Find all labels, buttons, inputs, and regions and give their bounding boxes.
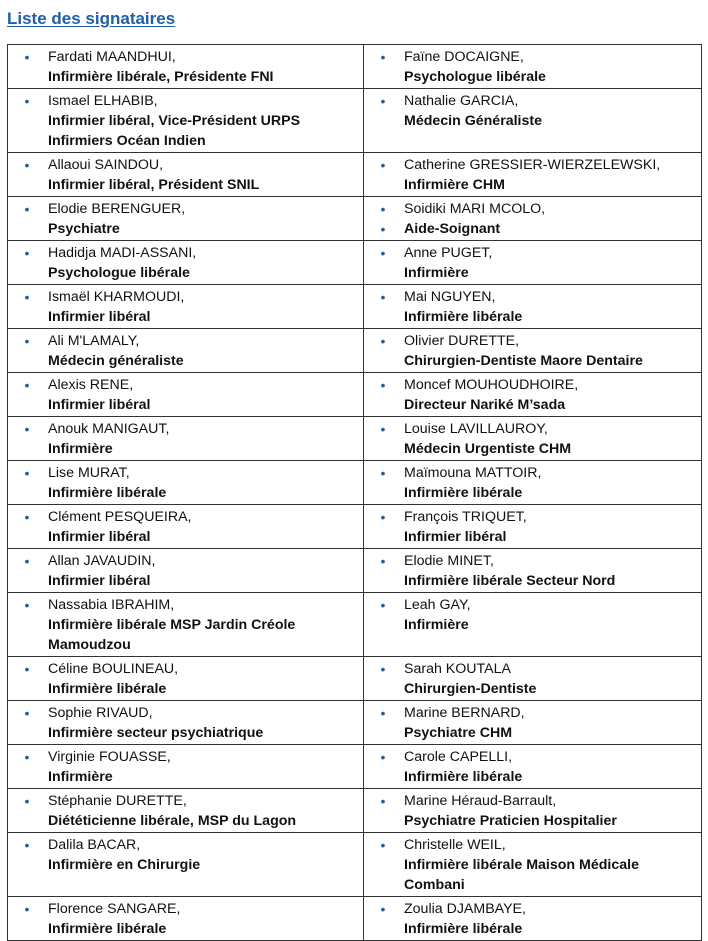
- signatory-role: Diététicienne libérale, MSP du Lagon: [48, 813, 297, 829]
- table-row: [8, 593, 702, 657]
- list-item-role: [8, 483, 363, 503]
- table-row: [8, 89, 702, 153]
- table-row: [8, 549, 702, 593]
- list-item: [364, 419, 701, 439]
- signatory-role: Psychologue libérale: [48, 265, 190, 281]
- list-item: [8, 463, 363, 483]
- list-item-role: [364, 307, 701, 327]
- signatory-cell: [8, 89, 364, 153]
- table-row: [8, 285, 702, 329]
- signatory-role: Directeur Nariké M’sada: [404, 397, 566, 413]
- list-item: [364, 155, 701, 175]
- bullet-icon: •: [380, 509, 386, 525]
- bullet-icon: •: [24, 157, 30, 173]
- bullet-icon: •: [380, 245, 386, 261]
- table-row: [8, 657, 702, 701]
- signatory-name: Dalila BACAR,: [48, 837, 141, 853]
- list-item-role: [364, 111, 701, 131]
- signatory-role: Infirmière libérale: [404, 769, 523, 785]
- list-item-role: [364, 263, 701, 283]
- signatory-cell: [8, 549, 364, 593]
- signatory-role: Infirmière en Chirurgie: [48, 857, 201, 873]
- list-item-role: [8, 919, 363, 939]
- bullet-icon: •: [24, 705, 30, 721]
- bullet-icon: •: [380, 221, 386, 237]
- signatory-cell: [364, 461, 702, 505]
- table-row: [8, 789, 702, 833]
- signatory-role: Infirmière libérale: [404, 309, 523, 325]
- signatory-cell: [364, 897, 702, 941]
- signatory-name: Faïne DOCAIGNE,: [404, 49, 524, 65]
- bullet-icon: •: [24, 597, 30, 613]
- page-title: Liste des signataires: [7, 9, 176, 28]
- table-row: [8, 329, 702, 373]
- signatory-role: Infirmier libéral: [48, 397, 151, 413]
- table-row: [8, 833, 702, 897]
- list-item-role: [364, 527, 701, 547]
- signatory-name: Alexis RENE,: [48, 377, 134, 393]
- signatory-role: Infirmière libérale: [48, 681, 167, 697]
- table-row: [8, 461, 702, 505]
- signatory-name: Stéphanie DURETTE,: [48, 793, 187, 809]
- signatory-name: Nathalie GARCIA,: [404, 93, 519, 109]
- signatory-name: Ismaël KHARMOUDI,: [48, 289, 185, 305]
- list-item: [8, 747, 363, 767]
- list-item: [364, 899, 701, 919]
- list-item: [364, 551, 701, 571]
- list-item: [364, 507, 701, 527]
- signatory-name: Leah GAY,: [404, 597, 471, 613]
- list-item: [8, 47, 363, 67]
- table-row: [8, 153, 702, 197]
- bullet-icon: •: [24, 901, 30, 917]
- signatory-role: Médecin Généraliste: [404, 113, 542, 129]
- bullet-icon: •: [380, 333, 386, 349]
- signatory-cell: [364, 505, 702, 549]
- signatory-cell: [8, 329, 364, 373]
- bullet-icon: •: [380, 49, 386, 65]
- signatory-cell: [364, 329, 702, 373]
- list-item: [364, 835, 701, 855]
- list-item-role: [364, 811, 701, 831]
- list-item-role: [8, 263, 363, 283]
- table-row: [8, 505, 702, 549]
- signatory-role: Infirmière libérale: [48, 485, 167, 501]
- list-item: [364, 747, 701, 767]
- list-item: [364, 243, 701, 263]
- signatory-cell: [8, 285, 364, 329]
- bullet-icon: •: [24, 509, 30, 525]
- bullet-icon: •: [380, 597, 386, 613]
- signatory-cell: [364, 789, 702, 833]
- bullet-icon: •: [24, 749, 30, 765]
- bullet-icon: •: [380, 553, 386, 569]
- table-row: [8, 45, 702, 89]
- list-item-role: [8, 219, 363, 239]
- bullet-icon: •: [24, 793, 30, 809]
- signatory-cell: [8, 833, 364, 897]
- bullet-icon: •: [380, 793, 386, 809]
- signatory-role: Infirmier libéral: [48, 309, 151, 325]
- signatory-cell: [8, 461, 364, 505]
- bullet-icon: •: [24, 333, 30, 349]
- signatory-name: Maïmouna MATTOIR,: [404, 465, 542, 481]
- signatory-cell: [364, 745, 702, 789]
- list-item: [8, 199, 363, 219]
- signatory-role: Infirmière libérale, Présidente FNI: [48, 69, 274, 85]
- list-item-role: [364, 767, 701, 787]
- signatory-name: Louise LAVILLAUROY,: [404, 421, 548, 437]
- bullet-icon: •: [380, 289, 386, 305]
- signatory-cell: [8, 897, 364, 941]
- signatory-cell: [364, 373, 702, 417]
- signatory-role: Infirmière libérale Secteur Nord: [404, 573, 616, 589]
- signatory-name: Lise MURAT,: [48, 465, 130, 481]
- list-item: [8, 287, 363, 307]
- signatory-cell: [8, 505, 364, 549]
- signatory-cell: [8, 153, 364, 197]
- signatory-role: Infirmière: [48, 769, 113, 785]
- signatory-cell: [364, 593, 702, 657]
- list-item: [8, 551, 363, 571]
- signatory-cell: [8, 745, 364, 789]
- signatory-name: Catherine GRESSIER-WIERZELEWSKI,: [404, 157, 661, 173]
- list-item-role: [8, 723, 363, 743]
- list-item-role: [364, 615, 701, 635]
- signatory-role: Infirmier libéral: [48, 529, 151, 545]
- signatory-name: Céline BOULINEAU,: [48, 661, 179, 677]
- list-item-role: [8, 855, 363, 875]
- signatory-name: Olivier DURETTE,: [404, 333, 520, 349]
- signatory-name: Ismael ELHABIB,: [48, 93, 158, 109]
- table-row: [8, 417, 702, 461]
- list-item-role: [364, 723, 701, 743]
- list-item-role: [364, 439, 701, 459]
- bullet-icon: •: [380, 93, 386, 109]
- list-item: [364, 703, 701, 723]
- signatory-cell: [8, 701, 364, 745]
- list-item-role: [8, 679, 363, 699]
- bullet-icon: •: [24, 49, 30, 65]
- signatory-cell: [8, 789, 364, 833]
- signatory-cell: [8, 197, 364, 241]
- signatory-role: Infirmière: [48, 441, 113, 457]
- list-item: [364, 331, 701, 351]
- signatory-role: Psychiatre CHM: [404, 725, 513, 741]
- list-item: [364, 199, 701, 219]
- list-item-role: [364, 571, 701, 591]
- list-item-role: [8, 615, 363, 655]
- table-row: [8, 897, 702, 941]
- list-item-role: [8, 439, 363, 459]
- list-item-role: [364, 67, 701, 87]
- list-item-role: [364, 219, 701, 239]
- bullet-icon: •: [24, 661, 30, 677]
- signatory-name: Clément PESQUEIRA,: [48, 509, 192, 525]
- signatory-cell: [364, 549, 702, 593]
- signatory-role: Infirmière libérale: [48, 921, 167, 937]
- list-item-role: [8, 811, 363, 831]
- list-item-role: [8, 175, 363, 195]
- signatory-role: Médecin généraliste: [48, 353, 184, 369]
- bullet-icon: •: [380, 661, 386, 677]
- signatory-cell: [364, 197, 702, 241]
- signatory-cell: [8, 593, 364, 657]
- bullet-icon: •: [380, 157, 386, 173]
- signatory-role: Infirmière libérale: [404, 485, 523, 501]
- signatory-name: Nassabia IBRAHIM,: [48, 597, 175, 613]
- list-item: [8, 595, 363, 615]
- list-item: [8, 899, 363, 919]
- bullet-icon: •: [24, 289, 30, 305]
- signatory-name: Anouk MANIGAUT,: [48, 421, 170, 437]
- list-item-role: [8, 527, 363, 547]
- table-row: [8, 745, 702, 789]
- signatory-name: Ali M'LAMALY,: [48, 333, 140, 349]
- signatory-name: Hadidja MADI-ASSANI,: [48, 245, 197, 261]
- bullet-icon: •: [24, 553, 30, 569]
- signatory-role: Chirurgien-Dentiste Maore Dentaire: [404, 353, 643, 369]
- signatory-cell: [8, 241, 364, 285]
- list-item: [8, 419, 363, 439]
- list-item: [364, 463, 701, 483]
- table-row: [8, 373, 702, 417]
- list-item: [8, 243, 363, 263]
- table-row: [8, 701, 702, 745]
- list-item: [8, 703, 363, 723]
- list-item-role: [364, 483, 701, 503]
- list-item: [364, 375, 701, 395]
- signatory-role: Infirmier libéral, Président SNIL: [48, 177, 260, 193]
- signatory-cell: [364, 241, 702, 285]
- signatory-name: Anne PUGET,: [404, 245, 493, 261]
- list-item: [364, 659, 701, 679]
- signatory-role: Psychologue libérale: [404, 69, 546, 85]
- list-item-role: [364, 919, 701, 939]
- signatory-name: François TRIQUET,: [404, 509, 527, 525]
- signatory-cell: [364, 417, 702, 461]
- bullet-icon: •: [24, 93, 30, 109]
- signatory-name: Moncef MOUHOUDHOIRE,: [404, 377, 579, 393]
- signatory-cell: [364, 89, 702, 153]
- list-item-role: [8, 767, 363, 787]
- list-item-role: [364, 855, 701, 895]
- list-item: [8, 835, 363, 855]
- signatory-name: Mai NGUYEN,: [404, 289, 496, 305]
- signatory-cell: [8, 373, 364, 417]
- bullet-icon: •: [380, 705, 386, 721]
- bullet-icon: •: [380, 421, 386, 437]
- signatory-role: Infirmière: [404, 617, 469, 633]
- signatory-cell: [364, 833, 702, 897]
- list-item: [8, 375, 363, 395]
- signatory-role: Médecin Urgentiste CHM: [404, 441, 572, 457]
- signatories-table: [7, 44, 702, 941]
- signatory-name: Marine BERNARD,: [404, 705, 525, 721]
- bullet-icon: •: [380, 377, 386, 393]
- signatory-name: Marine Héraud-Barrault,: [404, 793, 557, 809]
- signatory-role: Infirmier libéral: [48, 573, 151, 589]
- signatory-name: Zoulia DJAMBAYE,: [404, 901, 526, 917]
- bullet-icon: •: [24, 465, 30, 481]
- signatory-name: Carole CAPELLI,: [404, 749, 513, 765]
- list-item: [364, 595, 701, 615]
- signatory-role: Psychiatre: [48, 221, 120, 237]
- list-item-role: [364, 175, 701, 195]
- signatory-name: Elodie BERENGUER,: [48, 201, 186, 217]
- bullet-icon: •: [24, 377, 30, 393]
- signatory-name: Sophie RIVAUD,: [48, 705, 153, 721]
- list-item: [8, 507, 363, 527]
- signatory-role: Infirmière CHM: [404, 177, 505, 193]
- bullet-icon: •: [380, 465, 386, 481]
- signatory-role: Infirmière secteur psychiatrique: [48, 725, 264, 741]
- list-item: [364, 287, 701, 307]
- list-item: [8, 91, 363, 111]
- list-item: [364, 91, 701, 111]
- signatory-role: Psychiatre Praticien Hospitalier: [404, 813, 617, 829]
- list-item-role: [364, 395, 701, 415]
- signatory-name: Florence SANGARE,: [48, 901, 181, 917]
- signatory-cell: [364, 701, 702, 745]
- signatory-name: Allan JAVAUDIN,: [48, 553, 156, 569]
- signatory-cell: [364, 45, 702, 89]
- list-item: [364, 47, 701, 67]
- signatory-cell: [8, 45, 364, 89]
- list-item-role: [8, 111, 363, 151]
- signatory-role: Infirmier libéral, Vice-Président URPS Infirmiers Océan Indien: [48, 113, 301, 149]
- table-row: [8, 197, 702, 241]
- table-row: [8, 241, 702, 285]
- signatory-cell: [364, 153, 702, 197]
- bullet-icon: •: [380, 837, 386, 853]
- list-item: [8, 791, 363, 811]
- signatory-role: Infirmière: [404, 265, 469, 281]
- signatory-role: Chirurgien-Dentiste: [404, 681, 537, 697]
- list-item-role: [8, 395, 363, 415]
- signatory-cell: [364, 657, 702, 701]
- list-item: [8, 659, 363, 679]
- signatory-cell: [8, 417, 364, 461]
- list-item-role: [8, 351, 363, 371]
- list-item-role: [8, 67, 363, 87]
- signatory-name: Fardati MAANDHUI,: [48, 49, 176, 65]
- bullet-icon: •: [24, 421, 30, 437]
- list-item-role: [8, 307, 363, 327]
- list-item: [8, 155, 363, 175]
- bullet-icon: •: [24, 245, 30, 261]
- list-item: [364, 791, 701, 811]
- signatory-name: Virginie FOUASSE,: [48, 749, 171, 765]
- signatory-name: Sarah KOUTALA: [404, 661, 511, 677]
- list-item-role: [8, 571, 363, 591]
- bullet-icon: •: [380, 749, 386, 765]
- signatory-role: Infirmière libérale MSP Jardin Créole Mamoudzou: [48, 617, 296, 653]
- signatory-name: Christelle WEIL,: [404, 837, 506, 853]
- bullet-icon: •: [24, 201, 30, 217]
- signatory-role: Infirmière libérale: [404, 921, 523, 937]
- bullet-icon: •: [24, 837, 30, 853]
- bullet-icon: •: [380, 901, 386, 917]
- signatory-name: Soidiki MARI MCOLO,: [404, 201, 546, 217]
- signatory-name: Elodie MINET,: [404, 553, 494, 569]
- list-item-role: [364, 351, 701, 371]
- signatory-cell: [8, 657, 364, 701]
- signatory-role: Aide-Soignant: [404, 221, 501, 237]
- bullet-icon: •: [380, 201, 386, 217]
- list-item: [8, 331, 363, 351]
- signatory-role: Infirmière libérale Maison Médicale Combani: [404, 857, 639, 893]
- signatory-cell: [364, 285, 702, 329]
- signatory-name: Allaoui SAINDOU,: [48, 157, 164, 173]
- signatory-role: Infirmier libéral: [404, 529, 507, 545]
- list-item-role: [364, 679, 701, 699]
